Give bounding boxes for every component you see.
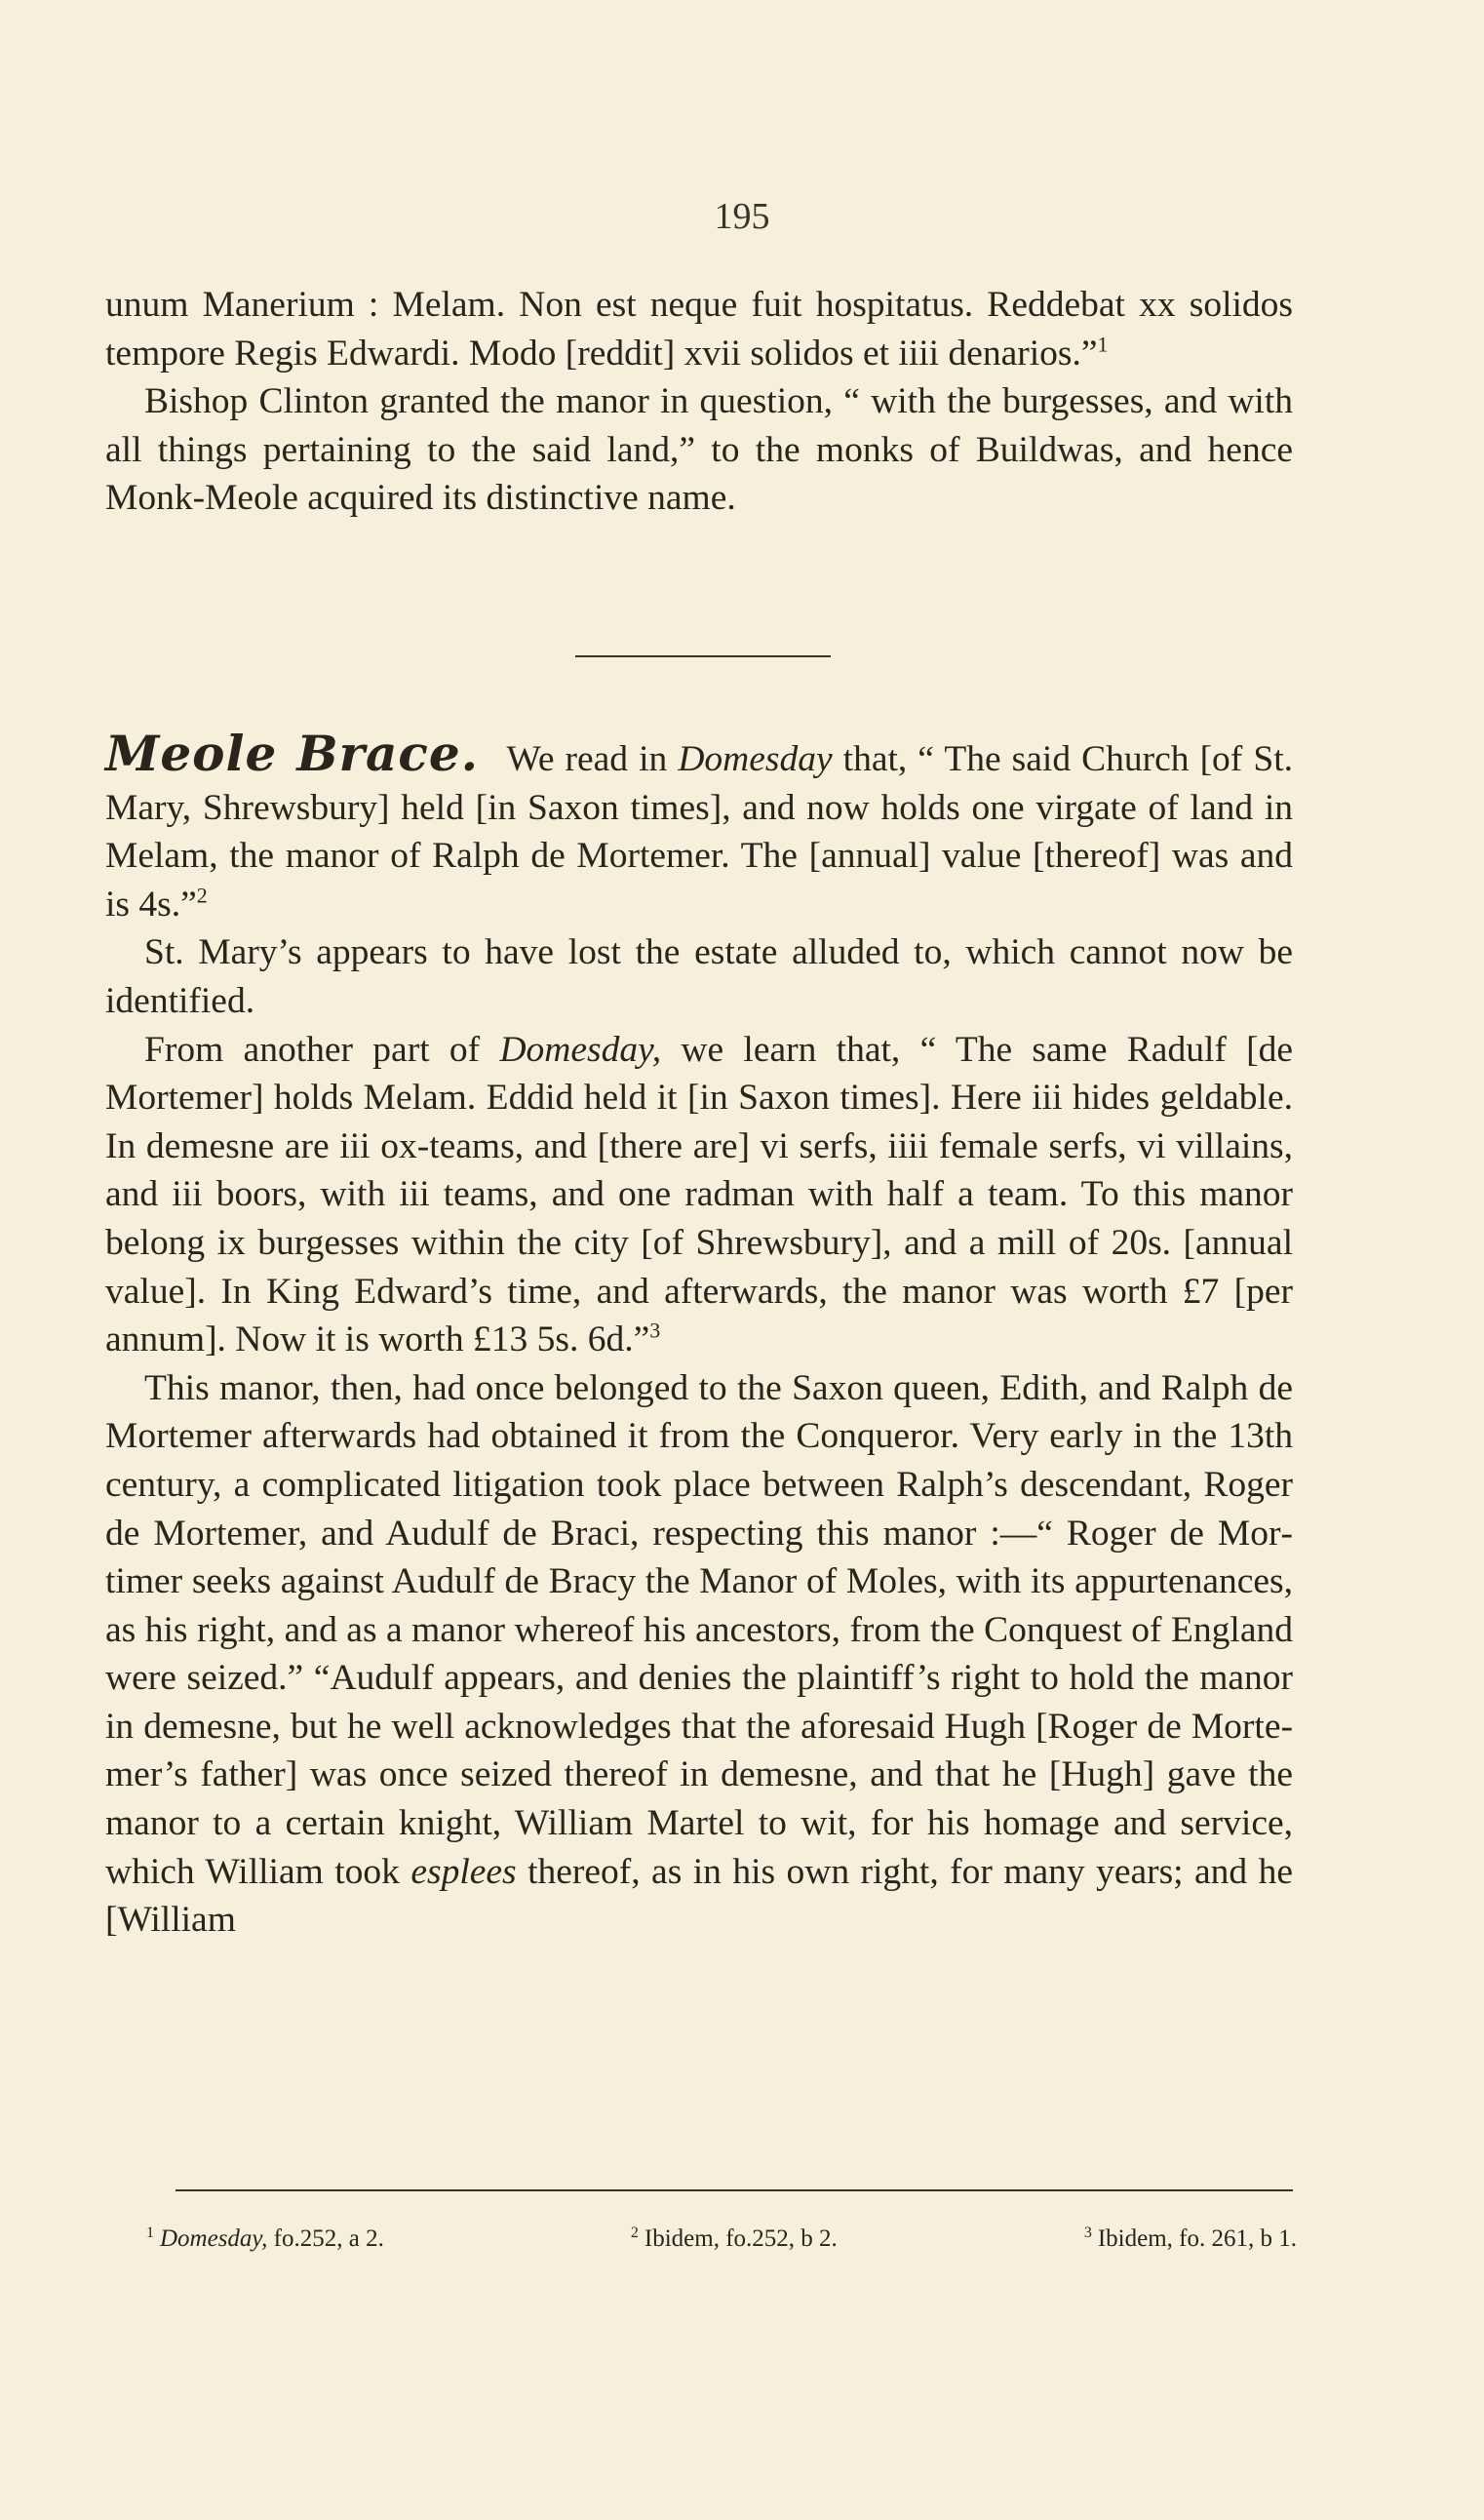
text-block-monk-meole — [105, 281, 1293, 523]
footnote-1: $^1$ Domesday, fo.252, a 2. — [146, 2224, 384, 2252]
footnote-rule — [176, 2189, 1293, 2191]
italic-term: esplees — [410, 1851, 517, 1892]
page-number: 195 — [714, 196, 770, 237]
paragraph: From another part of Domesday, we learn that, “ The same Radulf [de Mortemer] holds Melam. Eddid held it [in Saxon times]. Here iii hides geldable. In demesne are iii ox-teams, and [there are] vi serfs, iiii female serfs, vi villains, and iii boors, with iii teams, and one radman with half a team. To this manor belong ix burgesses within the city [of Shrewsbury], and a mill of 20s. [annual value]. In King Edward’s time, and afterwards, the manor was worth £7 [per annum]. Now it is worth £13 5s. 6d.”$^3$ — [105, 1029, 1294, 1360]
section-heading: Meole Brace. — [105, 725, 480, 782]
footnote-ref: 1 — [1097, 332, 1109, 357]
section-divider — [575, 655, 831, 657]
paragraph: Meole Brace. We read in Domesday that, “ The said Church [of St. Mary, Shrewsbury] held [in Saxon times], and now holds one virgate of land in Melam, the manor of Ralph de Mortemer. The [annual] value [thereof] was and is 4s.”$^2$ — [105, 725, 1293, 925]
paragraph: unum Manerium : Melam. Non est neque fuit hospitatus. Reddebat xx solidos tempore Regis Edwardi. Modo [reddit] xvii solidos et iiii denarios.”$^1$ — [105, 285, 1293, 374]
footnote-3: $^3$ Ibidem, fo. 261, b 1. — [1083, 2224, 1297, 2252]
footnote-ref: 3 — [649, 1318, 661, 1343]
text-block-meole-brace — [105, 725, 1294, 1945]
footnote-ref: 2 — [196, 883, 208, 908]
italic-title: Domesday, — [499, 1029, 662, 1070]
italic-title: Domesday — [678, 739, 833, 779]
paragraph: This manor, then, had once belonged to the Saxon queen, Edith, and Ralph de Mortemer afterwards had obtained it from the Conqueror. Very early in the 13th century, a complicated litigation took place between Ralph’s descendant, Roger de Mortemer, and Audulf de Braci, respecting this manor :—“ Roger de Mortimer seeks against Audulf de Bracy the Manor of Moles, with its appurtenances, as his right, and as a manor whereof his ancestors, from the Conquest of England were seized.” “Audulf appears, and denies the plaintiff’s right to hold the manor in demesne, but he well acknowledges that the aforesaid Hugh [Roger de Mortemer’s father] was once seized thereof in demesne, and that he [Hugh] gave the manor to a certain knight, William Martel to wit, for his homage and service, which William took esplees thereof, as in his own right, for many years; and he [William — [105, 1367, 1294, 1941]
footnotes — [146, 2225, 1297, 2253]
paragraph: Bishop Clinton granted the manor in question, “ with the burgesses, and with all things pertaining to the said land,” to the monks of Buildwas, and hence Monk-Meole acquired its distinctive name. — [105, 381, 1293, 519]
paragraph: St. Mary’s appears to have lost the estate alluded to, which cannot now be identified. — [105, 932, 1293, 1021]
footnote-2: $^2$ Ibidem, fo.252, b 2. — [630, 2224, 838, 2252]
